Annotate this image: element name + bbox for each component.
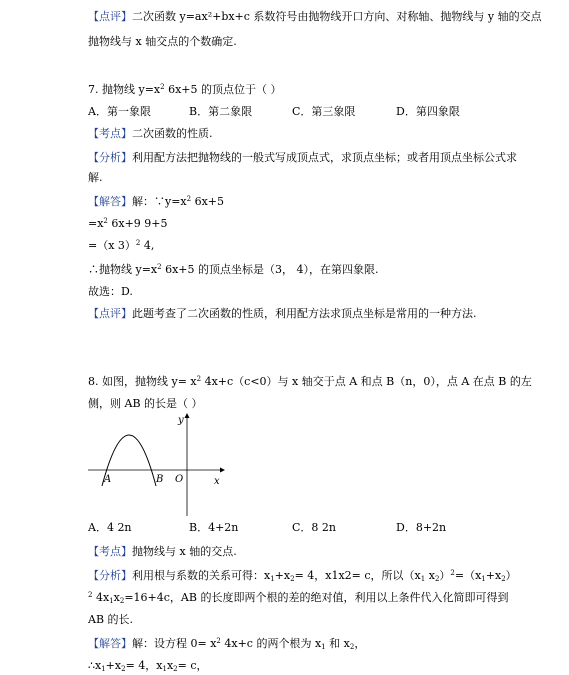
- q7-option-c: C．第三象限: [292, 105, 356, 118]
- q7-solution-2: $=x^2$ 6x+9 9+5: [88, 217, 168, 230]
- q7-stem: 7. 抛物线 $y=x^2$ 6x+5 的顶点位于（ ）: [88, 83, 282, 96]
- q7-comment: 【点评】此题考查了二次函数的性质，利用配方法求顶点坐标是常用的一种方法.: [88, 307, 477, 320]
- q7-point: 【考点】二次函数的性质.: [88, 127, 213, 140]
- q7-solution-1: 【解答】解：$\because y=x^2$ 6x+5: [88, 195, 225, 208]
- q7-analysis-1: 【分析】利用配方法把抛物线的一般式写成顶点式，求顶点坐标；或者用顶点坐标公式求: [88, 151, 517, 164]
- x-axis-arrow: [220, 468, 225, 473]
- origin-label: O: [175, 474, 184, 485]
- q8-stem-2: 侧，则 AB 的长是（ ）: [88, 397, 203, 410]
- q7-analysis-2: 解.: [88, 171, 103, 184]
- q7-solution-3: =（x 3）$^2$ 4,: [88, 239, 155, 252]
- q8-option-c: C．8 2n: [292, 521, 336, 534]
- prev-comment-line: [88, 10, 542, 24]
- q7-option-d: D．第四象限: [396, 105, 460, 118]
- comment-tag: 【点评】: [88, 10, 132, 23]
- y-axis-label: y: [178, 415, 184, 426]
- q8-solution-2: $\therefore x_1+x_2= 4$，$x_1x_2= c$，: [88, 659, 208, 673]
- q8-point: 【考点】抛物线与 x 轴的交点.: [88, 545, 237, 558]
- point-a-label: A: [104, 474, 112, 485]
- q8-option-a: A．4 2n: [88, 521, 132, 534]
- prev-comment-text-1: 二次函数 y=ax²+bx+c 系数符号由抛物线开口方向、对称轴、抛物线与 y 轴的交点: [132, 10, 542, 23]
- point-b-label: B: [156, 474, 164, 485]
- q8-analysis-2: $^2$ $4x_1x_2=16+4c$，AB 的长度即两个根的差的绝对值，利用以上条件代入化简即可得到: [88, 591, 509, 605]
- q8-option-d: D．8+2n: [396, 521, 447, 534]
- q8-option-b: B．4+2n: [189, 521, 239, 534]
- q8-analysis-3: AB 的长.: [88, 613, 134, 626]
- q7-option-b: B．第二象限: [189, 105, 253, 118]
- q7-option-a: A．第一象限: [88, 105, 151, 118]
- q8-parabola-figure: [86, 412, 226, 516]
- q7-solution-5: 故选：D.: [88, 285, 133, 298]
- q8-stem-1: 8. 如图，抛物线 $y= x^2$ 4x+c（c<0）与 x 轴交于点 A 和点 B（n，0），点 A 在点 B 的左: [88, 375, 532, 388]
- q8-solution-1: 【解答】解：设方程 $0= x^2$ 4x+c 的两个根为 $x_1$ 和 $x_2$，: [88, 637, 366, 651]
- y-axis-arrow: [185, 413, 190, 418]
- prev-comment-text-2: 抛物线与 x 轴交点的个数确定.: [88, 35, 237, 48]
- x-axis-label: x: [214, 476, 220, 487]
- q8-analysis-1: 【分析】利用根与系数的关系可得：$x_1+x_2= 4$，x1x2= c，所以（$x_1$ $x_2)^2=(x_1+x_2)$: [88, 569, 517, 583]
- q7-solution-4: ∴抛物线 $y=x^2$ 6x+5 的顶点坐标是（3， 4），在第四象限.: [88, 263, 379, 276]
